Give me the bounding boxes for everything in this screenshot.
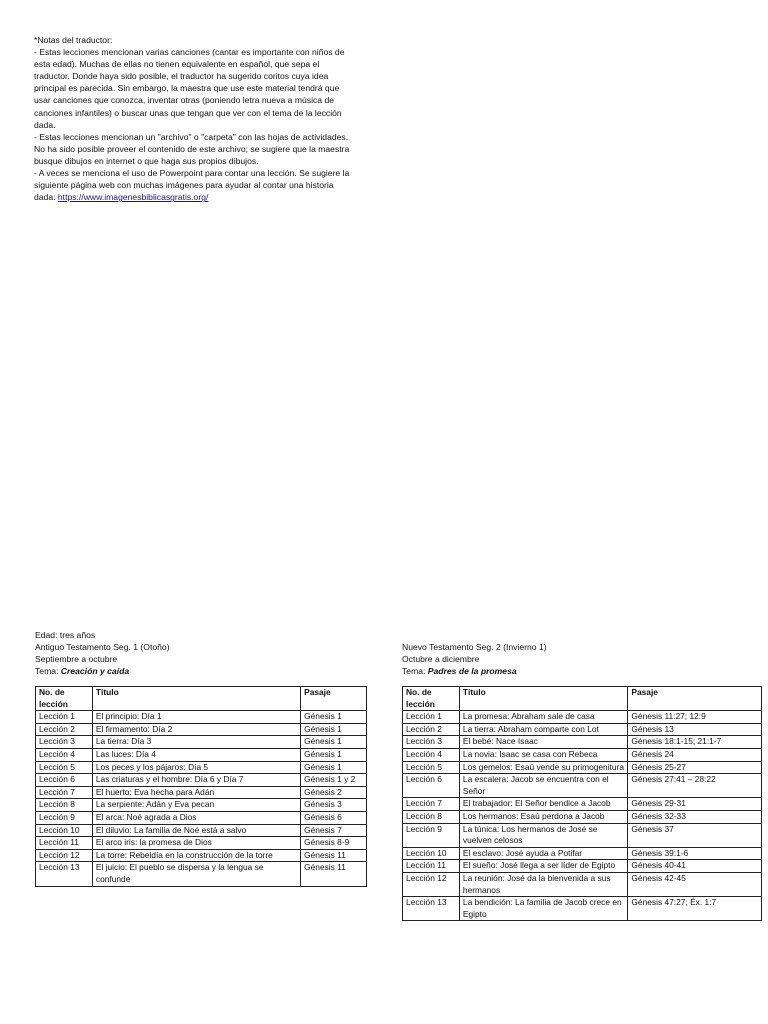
lesson-title-cell: La serpiente: Adán y Eva pecan — [92, 799, 300, 812]
notes-line: busque dibujos en internet o que haga sus propios dibujos. — [34, 155, 259, 166]
lesson-number-cell: Lección 13 — [403, 897, 460, 921]
header-lesson-number: No. de lección — [403, 687, 460, 711]
table-row — [36, 862, 367, 886]
lesson-number-cell: Lección 8 — [403, 810, 460, 823]
right-theme-prefix: Tema: — [402, 666, 428, 676]
lesson-title-cell: La promesa: Abraham sale de casa — [459, 711, 628, 724]
table-row — [36, 811, 367, 824]
table-row — [403, 761, 762, 774]
left-age: Edad: tres años — [35, 630, 96, 640]
left-theme-line — [35, 665, 170, 677]
lesson-title-cell: Los gemelos: Esaú vende su primogenitura — [459, 761, 628, 774]
header-lesson-number: No. de lección — [36, 687, 93, 711]
lesson-number-cell: Lección 9 — [36, 811, 93, 824]
notes-line: No ha sido posible proveer el contenido de este archivo; se sugiere que la maestra — [34, 143, 350, 154]
notes-line: usar canciones que conozca, inventar otras (poniendo letra nueva a música de — [34, 95, 335, 106]
lesson-title-cell: El juicio: El pueblo se dispersa y la lengua se confunde — [92, 862, 300, 886]
lesson-passage-cell: Génesis 27:41 – 28:22 — [628, 774, 762, 798]
header-passage: Pasaje — [301, 687, 367, 711]
lesson-title-cell: El arco iris: la promesa de Dios — [92, 837, 300, 850]
lesson-number-cell: Lección 7 — [403, 798, 460, 811]
lesson-passage-cell: Génesis 40-41 — [628, 860, 762, 873]
notes-line: principal es parecida. Sin embargo, la maestra que use este material tendrá que — [34, 83, 340, 94]
lesson-title-cell: Los hermanos: Esaú perdona a Jacob — [459, 810, 628, 823]
lesson-number-cell: Lección 1 — [403, 711, 460, 724]
lesson-title-cell: Las luces: Día 4 — [92, 748, 300, 761]
table-row — [403, 748, 762, 761]
lesson-number-cell: Lección 5 — [403, 761, 460, 774]
lesson-number-cell: Lección 3 — [403, 736, 460, 749]
table-row — [403, 798, 762, 811]
left-theme-prefix: Tema: — [35, 666, 61, 676]
lesson-passage-cell: Génesis 39:1-6 — [628, 847, 762, 860]
lesson-title-cell: El firmamento: Día 2 — [92, 723, 300, 736]
table-row — [403, 823, 762, 847]
left-lessons-table — [35, 686, 367, 887]
lesson-number-cell: Lección 13 — [36, 862, 93, 886]
notes-line: esta edad). Muchas de ellas no tienen equivalente en español, que sepa el — [34, 59, 320, 70]
left-months: Septiembre a octubre — [35, 654, 118, 664]
right-months: Octubre a diciembre — [402, 654, 480, 664]
table-row — [36, 837, 367, 850]
lesson-number-cell: Lección 6 — [36, 774, 93, 787]
notes-line: siguiente página web con muchas imágenes para ayudar al contar una historia — [34, 180, 334, 191]
lesson-title-cell: La bendición: La familia de Jacob crece en Egipto — [459, 897, 628, 921]
lesson-number-cell: Lección 8 — [36, 799, 93, 812]
notes-lines — [34, 34, 364, 191]
table-header-row — [403, 687, 762, 711]
lesson-passage-cell: Génesis 29-31 — [628, 798, 762, 811]
lesson-title-cell: El sueño: José llega a ser líder de Egipto — [459, 860, 628, 873]
lesson-number-cell: Lección 11 — [403, 860, 460, 873]
lesson-number-cell: Lección 6 — [403, 774, 460, 798]
left-table-body — [36, 711, 367, 886]
notes-last-prefix: dada: — [34, 192, 58, 203]
lesson-passage-cell: Génesis 24 — [628, 748, 762, 761]
image-site-link[interactable]: https://www.imagenesbiblicasgratis.org/ — [57, 192, 209, 203]
lesson-number-cell: Lección 12 — [36, 849, 93, 862]
notes-line: *Notas del traductor: — [34, 35, 113, 45]
lesson-number-cell: Lección 2 — [403, 723, 460, 736]
lesson-passage-cell: Génesis 11 — [301, 849, 367, 862]
lesson-passage-cell: Génesis 25-27 — [628, 761, 762, 774]
lesson-number-cell: Lección 7 — [36, 786, 93, 799]
table-row — [36, 723, 367, 736]
header-passage: Pasaje — [628, 687, 762, 711]
table-row — [36, 849, 367, 862]
lesson-number-cell: Lección 10 — [403, 847, 460, 860]
lesson-passage-cell: Génesis 6 — [301, 811, 367, 824]
lesson-title-cell: El principio: Día 1 — [92, 711, 300, 724]
lesson-passage-cell: Génesis 47:27; Éx. 1:7 — [628, 897, 762, 921]
table-row — [403, 810, 762, 823]
lesson-passage-cell: Génesis 18:1-15; 21:1-7 — [628, 736, 762, 749]
lesson-title-cell: El diluvio: La familia de Noé está a salvo — [92, 824, 300, 837]
lesson-title-cell: El huerto: Eva hecha para Adán — [92, 786, 300, 799]
table-row — [403, 847, 762, 860]
lesson-title-cell: Las criaturas y el hombre: Día 6 y Día 7 — [92, 774, 300, 787]
right-theme: Padres de la promesa — [427, 666, 517, 676]
lesson-number-cell: Lección 9 — [403, 823, 460, 847]
lesson-title-cell: La tierra: Abraham comparte con Lot — [459, 723, 628, 736]
lesson-passage-cell: Génesis 37 — [628, 823, 762, 847]
right-theme-line — [402, 665, 547, 677]
table-row — [36, 799, 367, 812]
lesson-title-cell: El trabajador: El Señor bendice a Jacob — [459, 798, 628, 811]
lesson-passage-cell: Génesis 42-45 — [628, 872, 762, 896]
lesson-passage-cell: Génesis 13 — [628, 723, 762, 736]
lesson-title-cell: La novia: Isaac se casa con Rebeca — [459, 748, 628, 761]
lesson-title-cell: El bebé: Nace Isaac — [459, 736, 628, 749]
notes-line: - A veces se menciona el uso de Powerpoint para contar una lección. Se sugiere la — [34, 168, 350, 179]
table-row — [36, 824, 367, 837]
left-theme: Creación y caída — [60, 666, 130, 676]
lesson-passage-cell: Génesis 1 — [301, 723, 367, 736]
notes-line: canciones infantiles) o buscar unas que tengan que ver con el tema de la lección — [34, 107, 342, 118]
table-row — [36, 761, 367, 774]
lesson-number-cell: Lección 1 — [36, 711, 93, 724]
table-row — [403, 736, 762, 749]
lesson-passage-cell: Génesis 11 — [301, 862, 367, 886]
table-row — [403, 711, 762, 724]
table-row — [36, 748, 367, 761]
lesson-title-cell: La reunión: José da la bienvenida a sus hermanos — [459, 872, 628, 896]
table-row — [403, 872, 762, 896]
lesson-passage-cell: Génesis 1 — [301, 761, 367, 774]
right-table-body — [403, 711, 762, 921]
lesson-number-cell: Lección 4 — [403, 748, 460, 761]
lesson-number-cell: Lección 3 — [36, 736, 93, 749]
table-row — [403, 860, 762, 873]
header-title: Título — [92, 687, 300, 711]
lesson-passage-cell: Génesis 11:27; 12:9 — [628, 711, 762, 724]
right-series: Nuevo Testamento Seg. 2 (Invierno 1) — [402, 642, 547, 652]
header-title: Título — [459, 687, 628, 711]
lesson-passage-cell: Génesis 7 — [301, 824, 367, 837]
table-row — [403, 723, 762, 736]
notes-last-line — [34, 191, 364, 203]
table-row — [403, 774, 762, 798]
lesson-number-cell: Lección 12 — [403, 872, 460, 896]
table-row — [36, 786, 367, 799]
lesson-passage-cell: Génesis 8-9 — [301, 837, 367, 850]
lesson-number-cell: Lección 10 — [36, 824, 93, 837]
lesson-passage-cell: Génesis 1 — [301, 748, 367, 761]
notes-line: - Estas lecciones mencionan varias canciones (cantar es importante con niños de — [34, 47, 345, 58]
lesson-title-cell: Los peces y los pájaros: Día 5 — [92, 761, 300, 774]
lesson-title-cell: La torre: Rebeldía en la construcción de la torre — [92, 849, 300, 862]
lesson-passage-cell: Génesis 1 y 2 — [301, 774, 367, 787]
lesson-number-cell: Lección 11 — [36, 837, 93, 850]
table-row — [36, 736, 367, 749]
table-row — [36, 774, 367, 787]
lesson-title-cell: La escalera: Jacob se encuentra con el Señor — [459, 774, 628, 798]
lesson-passage-cell: Génesis 1 — [301, 711, 367, 724]
lesson-number-cell: Lección 2 — [36, 723, 93, 736]
right-lessons-table — [402, 686, 762, 921]
translator-notes — [34, 34, 364, 203]
left-header — [35, 629, 170, 677]
lesson-title-cell: La tierra: Día 3 — [92, 736, 300, 749]
lesson-number-cell: Lección 5 — [36, 761, 93, 774]
lesson-passage-cell: Génesis 2 — [301, 786, 367, 799]
table-header-row — [36, 687, 367, 711]
right-header — [402, 641, 547, 677]
lesson-title-cell: El esclavo: José ayuda a Potifar — [459, 847, 628, 860]
lesson-title-cell: El arca: Noé agrada a Dios — [92, 811, 300, 824]
lesson-number-cell: Lección 4 — [36, 748, 93, 761]
table-row — [403, 897, 762, 921]
lesson-passage-cell: Génesis 3 — [301, 799, 367, 812]
notes-line: - Estas lecciones mencionan un "archivo" o "carpeta" con las hojas de actividades. — [34, 131, 349, 142]
notes-line: traductor. Donde haya sido posible, el traductor ha sugerido coritos cuya idea — [34, 71, 329, 82]
notes-line: dada. — [34, 119, 56, 130]
table-row — [36, 711, 367, 724]
lesson-title-cell: La túnica: Los hermanos de José se vuelven celosos — [459, 823, 628, 847]
lesson-passage-cell: Génesis 32-33 — [628, 810, 762, 823]
left-series: Antiguo Testamento Seg. 1 (Otoño) — [35, 642, 170, 652]
lesson-passage-cell: Génesis 1 — [301, 736, 367, 749]
